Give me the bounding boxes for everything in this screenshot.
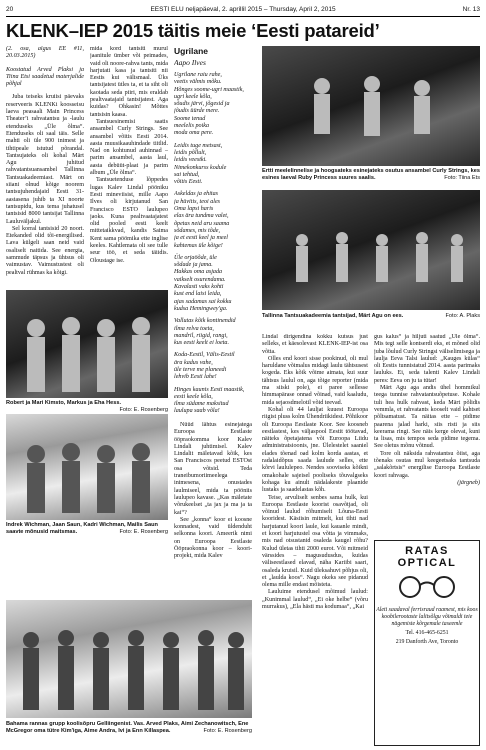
group-illustration [6,414,168,520]
poem-line: Oma lapsi haris [174,206,214,213]
poem-line: Vallutas kõik kontinendid [174,318,236,325]
poem-stanza [174,72,252,138]
poem-block [174,46,252,416]
poem-stanza [174,255,252,313]
poem-line: ilma südame maksitud [174,401,229,408]
paragraph: Märt Agu aga andis ühel hommikul teega tunnise rahvatantsuõpetuse. Kohale tuli hea hulk rahvast, keda Märt põlidis vemmla, et rahvatants kooselt vaid kahtset põltsamatust. Ta näitas ette – pidime paarena jalad harki, siis risti ja siis keerama ringi. See näis kerge olevat, kuni ta lisas, mis tempos seda pidime tegema. See oletus mõnu võtnud. [374,385,480,450]
poem-stanza [174,143,252,187]
eyeglasses-icon [392,573,462,599]
poem-line: mandril, riigid, rangi, [174,332,228,339]
ratas-optical-ad[interactable] [374,540,480,746]
poem-line: ilma relva toeta, [174,325,214,332]
photo-caption: Indrek Wichman, Jaan Saun, Kadri Wichman, Mailis Saun saavte mõnusid maitsmas. Foto: E. Rosenberg [6,522,168,535]
article-headline: KLENK–IEP 2015 täitis meie ‘Eesti patareid’ [6,20,380,41]
poem-line: Kavalasti vaks kohti [174,284,224,291]
dancers-illustration [262,190,480,310]
poem-line: Hakkas oma asjada [174,269,223,276]
poem-line: ära kadus vahe, [174,359,213,366]
poem-line: võitis Eesti. [174,179,203,186]
article-column-5 [374,334,480,530]
poem-line: veetis välmis mõku. [174,79,222,86]
photo-caption: Tallinna Tantsuakadeemia tantsijad, Märt Agu on ees. Foto: A. Plaks [262,313,480,319]
page-number: 20 [6,6,14,13]
paragraph: See „konna“ koor ei koosne konnadest, vaid üldenduht selkonna koori. Ameerik nimi on Euroopa Eestlaste Ööpraokonna koor – koori-projekt, mida Kalev [174,516,252,560]
paragraph: Lindal dirigendina kokku kutsus just selleks, et käesolevast KLENK-IEP-ist osa võtta. [262,334,368,355]
poem-line: moda oma pere. [174,130,214,137]
stage-figures-illustration [262,46,480,166]
article-continuation: (järgneb) [457,479,480,486]
poem-line: lehvib Eesti lahe! [174,374,217,381]
poem-line: leidis põllult, [174,149,207,156]
poem-body [174,72,252,416]
poem-line: vaikselt osurendama. [174,276,226,283]
paragraph: Nüüd lähtus esinejatega Euroopa Eestlaste ööpraokomma koor Kalev Lindali juhtimisel. Kalev Lindalit mäletavad kõik, kes San Franciscos peetud ESTOst osa võtsid. Teda traneibumoriimeelega inimesena, onustades laulmiseel, mida ta pööniis laulupeo kavase. „Kas mäletate võrukeelset „ta jax ja ma ja ta kai“? [174,422,252,516]
beach-group-illustration [6,600,252,718]
poem-line: ja et eesti keel ja meel [174,235,228,242]
article-source-note: (2. osa, algus EE #11, 20.03.2015) [6,46,84,60]
photo-credit: Foto: Tiina Ets [444,174,480,181]
article-column-3 [174,422,252,597]
photo-credit: Foto: E. Rosenberg [119,406,168,413]
poem-line: sõdade ja jama. [174,262,213,269]
ad-address: 219 Danforth Ave, Toronto [395,639,459,645]
poem-line: Üle orjaöõde, üle [174,254,217,261]
poem-author: Aapo Ilves [174,58,206,67]
poem-line: kus eesti keelt ei loeta. [174,340,229,347]
photo-credit: Foto: E. Rosenberg [203,727,252,734]
photo-credit: Foto: A. Plaks [445,313,480,319]
photo-dance-academy [262,190,480,310]
poem-line: õpetas neid aru saama [174,220,230,227]
poem-line: ugri keele kõla, [174,93,212,100]
poem-line: jõudis üürde mere. [174,108,220,115]
photo-credit: Foto: E. Rosenberg [119,528,168,535]
issue-number: Nr. 13 [462,6,480,13]
paragraph: gus kalus“ ja hiljuti saatud „Üle õlma“. Mis tegi selle kontserdi eks, et mõned olid juba lõulud Curly Stringsi väliselimisega ja laulja Eeva Talsi laulud: „Kauges külas“ oli Eestis tunnistatud 2014. aasta parimaks lauluks. Ei, seda talenti Kalev Lindali peres: Eeva on ju ta tütar! [374,334,480,384]
group-illustration [6,290,168,398]
poem-line: kudsa Hemingwey'ga. [174,305,228,312]
poem-stanza [174,352,252,381]
paragraph: Juba teiseks kruiisi päevaks reserveeris KLENKi koosseisu laeva peasaali Main Princess Theater’i rahvatantsu ja -laulu etenduseks „Üle õlma“. Etenduseks oli saal täis. Selle mahti oli üle 900 inimest ja tihtipeale istutud põrandal. Tantsujateks oli kohal Märt Agu juhitud rahvatantsuansambel Tallinna Tantsuakadeemiast. Märt on siiani olnud kõige noorem tantsujuhendajaid Eesti 31-aastasena juhib ta XI noorte tantsupidu, kus tema juhatusel tantsisid 8000 tantsijat Tallinna Lauluväljakul. [6,94,84,225]
photo-caption: Ertti meelelinnelise ja hoogsateks esinejateks osutus ansambel Curly Strings, kes esines laeval Ruby Princess suures saalis. Foto: Tiina Ets [262,168,480,181]
ad-phone: Tel. 416-465-6251 [405,630,449,636]
poem-line: Hõnges soome-ugri maastik, [174,86,244,93]
photo-caption: Robert ja Mari Kimsto, Markus ja Eha Hess. Foto: E. Rosenberg [6,400,168,413]
poem-line: sõudis järvi, jõgesid ja [174,101,230,108]
poem-line: üle terve me planeedi [174,366,227,373]
photo-kimsto-hess [6,290,168,398]
poem-line: sõdames, mis tõde, [174,227,221,234]
poem-stanza [174,318,252,347]
poem-line: kust end laisi leida, [174,291,222,298]
paragraph: Olles end koori sisse pookinud, oli mul haruldane võimalus midagi laulu tähtsusest kogeda. Eks kõik võime aimata, kui suur tähtsus laulul on, aga tõige reporter (mida ma siiski pole), ei paree sellesse himmapärase onnad võinad, vaid kaaludu, mida sejaosdmelotil võid teevad. [262,355,368,406]
paragraph: mida kord tantsiti murul jaanitule ümber või peimades, vaid oli noore-rahva tants, mida harjutati kasa ja tantsiti nii Eestis kui välismaal. Üks tantsijatest ütles ta, et ta siht oli kaotada seda piiri, mis eraldab pealtvaatajaid tantsijatest. Aga kuidas? Ohkasin! Mõttes tantsisin kaasa. [90,46,168,118]
poem-line: Nimekonkurss kodule [174,164,227,171]
paragraph: Kohal oli 44 lauljat kuuest Euroopa riigist pluss kolm Ühendriikidest. Põhikoor oli Euroopa Eestlaste Koor. See koosneb eestlastest, kes väljaspool Eestit töötavad, näiteks õpetajatena või Euroopa Liidu administratsioonis, jne. Ülelestelet saaniel elades tõenad oad kolm korda aastas, et radalaidõpus saada laulude selles, ette kõrvi laululepeo. Nendes sooviseks kõikni omakohale sajeisel pooliseks tõuvalgseks kohaga ku ainult nädalakeste plaanide lustaks ja saadelastas kõh. [262,406,368,494]
poem-stanza [174,387,252,416]
poem-line: meelelis poika [174,123,210,130]
poem-line: leidis veestki. [174,157,207,164]
poem-line: Leidis tuge metsast, [174,142,223,149]
poem-line: elas ära tundma valet, [174,213,229,220]
ad-tagline: Aleti saadaval ferrisraud raamest, mis koos koobilerootaste lalitsõlgu võimaldi teie nägemiste kõrgemale taseemle [376,607,478,627]
poem-title: Ugrilane [174,46,209,56]
paragraph: Tantsuesinemisi saatis ansambel Curly Strings. See ansambel võitis Eesti 2014. aasta muusikaauhindade tiitlid. Nad on kohtunud auhinnad – parim ansambel, aasta laul, aasta debüüt-plaat ja parim album „Üle õlma“. [90,118,168,177]
ad-brand-name: RATAS OPTICAL [397,545,457,569]
poem-line: eesti keele kõla, [174,393,213,400]
publication-line: EESTI ELU neljapäeval, 2. aprillil 2015 – Thursday, April 2, 2015 [150,6,336,13]
poem-line: Koda-Eestil, Välis-Eestil [174,352,235,359]
paragraph: Tantsuetendusе lõppedes lugas Kalev Lindal pööniku Eesti mineviisist, mille Aapo Ilves oli kirjutanud San Francisco ESTO laulupeo jaoks. Kuna pealtvaatajatest olid pooled eesti keelt mittetaikkvad, kandis Saima Kent samа pöömika ette inglise keeles. Kahtlemata oli see tulle seur töö, et seda täiidis. Oloustage ise. [90,177,168,264]
poem-line: Askeldas ja ehitas [174,191,219,198]
poem-line: Soome tenud [174,115,206,122]
poem-line: sai tehtud, [174,171,200,178]
paragraph: Teise, arvuliselt senbes sama hulk, kui Euroopa Eestlaste koorist osavõtjad, oli võinud laulud rõhumiselt Lõuna-Eesti kooridest. Käsiisin mitmelt, kui tihti nad harjutanud koori laule, kui kauanle mindi, et koori harjutustel osa võtta ja vimmaks, mis nad otsustanid osaleda kaugel rõhu? Kulud ületas tihti 2000 eurot. Või mitmeid värssides – magusudusdus, kuidas väliseestlased elavad, näha Kariibi saari, osaleda kruisil. Kuid üleksahuvi põhjus oli, et „laulda koos“. Nagu okeks see pidanud olema mille endast mõisteta. [262,494,368,589]
paragraph: Lauluime etendusel mõimud laulud: „Kunimmal laulud“, „Ei oke helbe“ (võru murrakus), „Ela hästi ma kodumaa“, „Kai [262,589,368,610]
article-column-4 [262,334,368,746]
paragraph: Tore oli näksida rahvatantsu õiist, aga tõenaks osutas mul keegeetsaks tantsuda „salakõrtsis“ energilise Euroopa Eestlaste koori rahvaga. [374,450,480,479]
article-byline: Koostatud Arved Plaksi ja Tiina Etsi saadetud materjalide põhjal [6,66,84,88]
photo-curly-strings-concert [262,46,480,166]
poem-line: kahtemas üle kõige! [174,242,223,249]
poem-line: laulupa saab võla! [174,408,220,415]
poem-line: ja hüvitis, teoi ales [174,198,221,205]
photo-wichman-saun [6,414,168,520]
paragraph: Sel korral tantsisid 20 noort. Etekanded olid tõi-energilised. Lava külgeli saan neid vaid osaliselt naitida. See energia, sammude täpsus ja ühtsus oli vaimustav. Vaimustustest oli pealtval rühmas ka kõigi. [6,225,84,276]
poem-line: Ugrilane raiu rahe, [174,72,222,78]
poem-line: Hinges kaunis Eesti maastik, [174,386,245,393]
page-header [6,4,480,17]
photo-caption: Bahama rannas grupp koolisõpru Gelliingenist. Vas. Arved Plaks, Aimi Zechanowitsch, Ene McGregor oma tütre Kim'iga, Aime Andra, Ivi ja Enn Killaspea. Foto: E. Rosenberg [6,721,252,734]
poem-line: ajas sadamas sai kokku [174,298,232,305]
photo-bahama-beach-group [6,600,252,718]
poem-stanza [174,191,252,249]
